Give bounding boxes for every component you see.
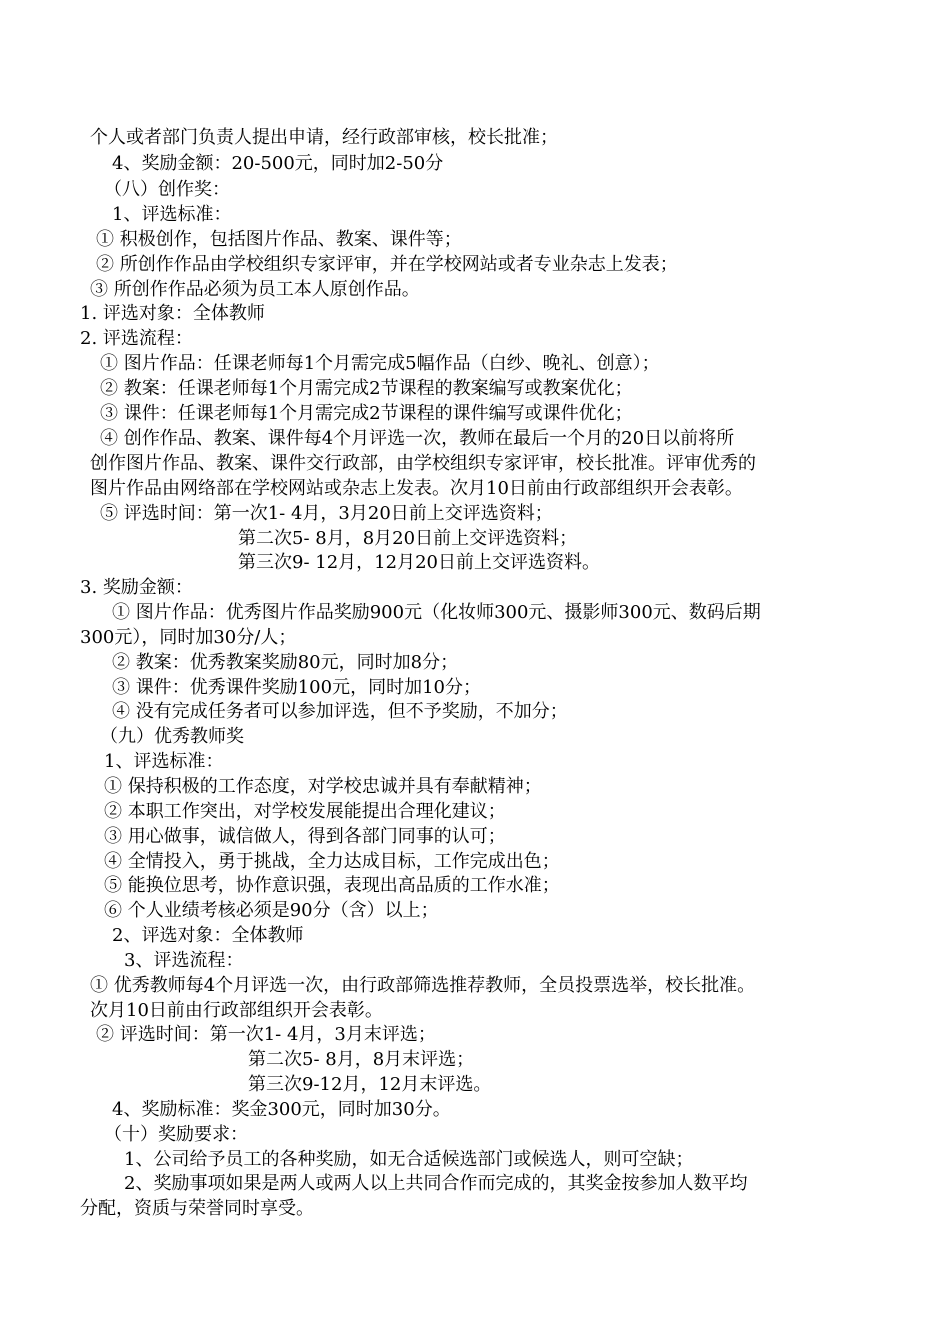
text-line: 第三次9- 12月，12月20日前上交评选资料。 <box>238 552 600 573</box>
text-line: 第二次5- 8月，8月20日前上交评选资料； <box>238 528 578 549</box>
text-line: ② 所创作作品由学校组织专家评审，并在学校网站或者专业杂志上发表； <box>96 254 678 275</box>
text-line: 创作图片作品、教案、课件交行政部，由学校组织专家评审，校长批准。评审优秀的 <box>90 453 756 474</box>
text-line: 第二次5- 8月，8月末评选； <box>248 1049 475 1070</box>
text-line: 1、评选标准： <box>112 204 232 225</box>
text-line: ④ 创作作品、教案、课件每4个月评选一次，教师在最后一个月的20日以前将所 <box>100 428 735 449</box>
text-line: 次月10日前由行政部组织开会表彰。 <box>90 1000 383 1021</box>
text-line: ① 图片作品：任课老师每1个月需完成5幅作品（白纱、晚礼、创意）； <box>100 353 660 374</box>
text-line: ③ 课件：任课老师每1个月需完成2节课程的课件编写或课件优化； <box>100 403 633 424</box>
text-line: 4、奖励金额：20-500元，同时加2-50分 <box>112 153 444 174</box>
text-line: ② 教案：优秀教案奖励80元，同时加8分； <box>112 652 459 673</box>
text-line: 分配，资质与荣誉同时享受。 <box>80 1198 314 1219</box>
text-line: 第三次9-12月，12月末评选。 <box>248 1074 492 1095</box>
text-line: ② 教案：任课老师每1个月需完成2节课程的教案编写或教案优化； <box>100 378 633 399</box>
text-line: ⑥ 个人业绩考核必须是90分（含）以上； <box>104 900 439 921</box>
text-line: ④ 全情投入，勇于挑战，全力达成目标，工作完成出色； <box>104 851 560 872</box>
text-line: 2、评选对象：全体教师 <box>112 925 304 946</box>
text-line: ② 本职工作突出，对学校发展能提出合理化建议； <box>104 801 506 822</box>
text-line: ① 图片作品：优秀图片作品奖励900元（化妆师300元、摄影师300元、数码后期 <box>112 602 761 623</box>
text-line: ① 保持积极的工作态度，对学校忠诚并具有奉献精神； <box>104 776 542 797</box>
text-line: ② 评选时间：第一次1- 4月，3月末评选； <box>96 1024 436 1045</box>
text-line: 1. 评选对象：全体教师 <box>80 303 265 324</box>
text-line: ⑤ 能换位思考，协作意识强，表现出高品质的工作水准； <box>104 875 560 896</box>
text-line: 2. 评选流程： <box>80 328 193 349</box>
section-heading: （八）创作奖： <box>104 179 230 200</box>
text-line: 1、评选标准： <box>104 751 224 772</box>
text-line: 2、奖励事项如果是两人或两人以上共同合作而完成的，其奖金按参加人数平均 <box>124 1173 748 1194</box>
text-line: 图片作品由网络部在学校网站或杂志上发表。次月10日前由行政部组织开会表彰。 <box>90 478 743 499</box>
text-line: 4、奖励标准：奖金300元，同时加30分。 <box>112 1099 451 1120</box>
text-line: ④ 没有完成任务者可以参加评选，但不予奖励，不加分； <box>112 701 568 722</box>
text-line: ⑤ 评选时间：第一次1- 4月，3月20日前上交评选资料； <box>100 503 553 524</box>
section-heading: （十）奖励要求： <box>104 1124 248 1145</box>
text-line: 300元），同时加30分/人； <box>80 627 297 648</box>
text-line: 个人或者部门负责人提出申请，经行政部审核，校长批准； <box>90 127 558 148</box>
text-line: ③ 所创作作品必须为员工本人原创作品。 <box>90 279 420 300</box>
text-line: 3、评选流程： <box>124 950 244 971</box>
text-line: 1、公司给予员工的各种奖励，如无合适候选部门或候选人，则可空缺； <box>124 1149 694 1170</box>
text-line: ③ 课件：优秀课件奖励100元，同时加10分； <box>112 677 481 698</box>
text-line: ① 优秀教师每4个月评选一次，由行政部筛选推荐教师，全员投票选举，校长批准。 <box>90 975 756 996</box>
section-heading: （九）优秀教师奖 <box>100 726 244 747</box>
text-line: 3. 奖励金额： <box>80 577 193 598</box>
text-line: ① 积极创作，包括图片作品、教案、课件等； <box>96 229 462 250</box>
text-line: ③ 用心做事，诚信做人，得到各部门同事的认可； <box>104 826 506 847</box>
